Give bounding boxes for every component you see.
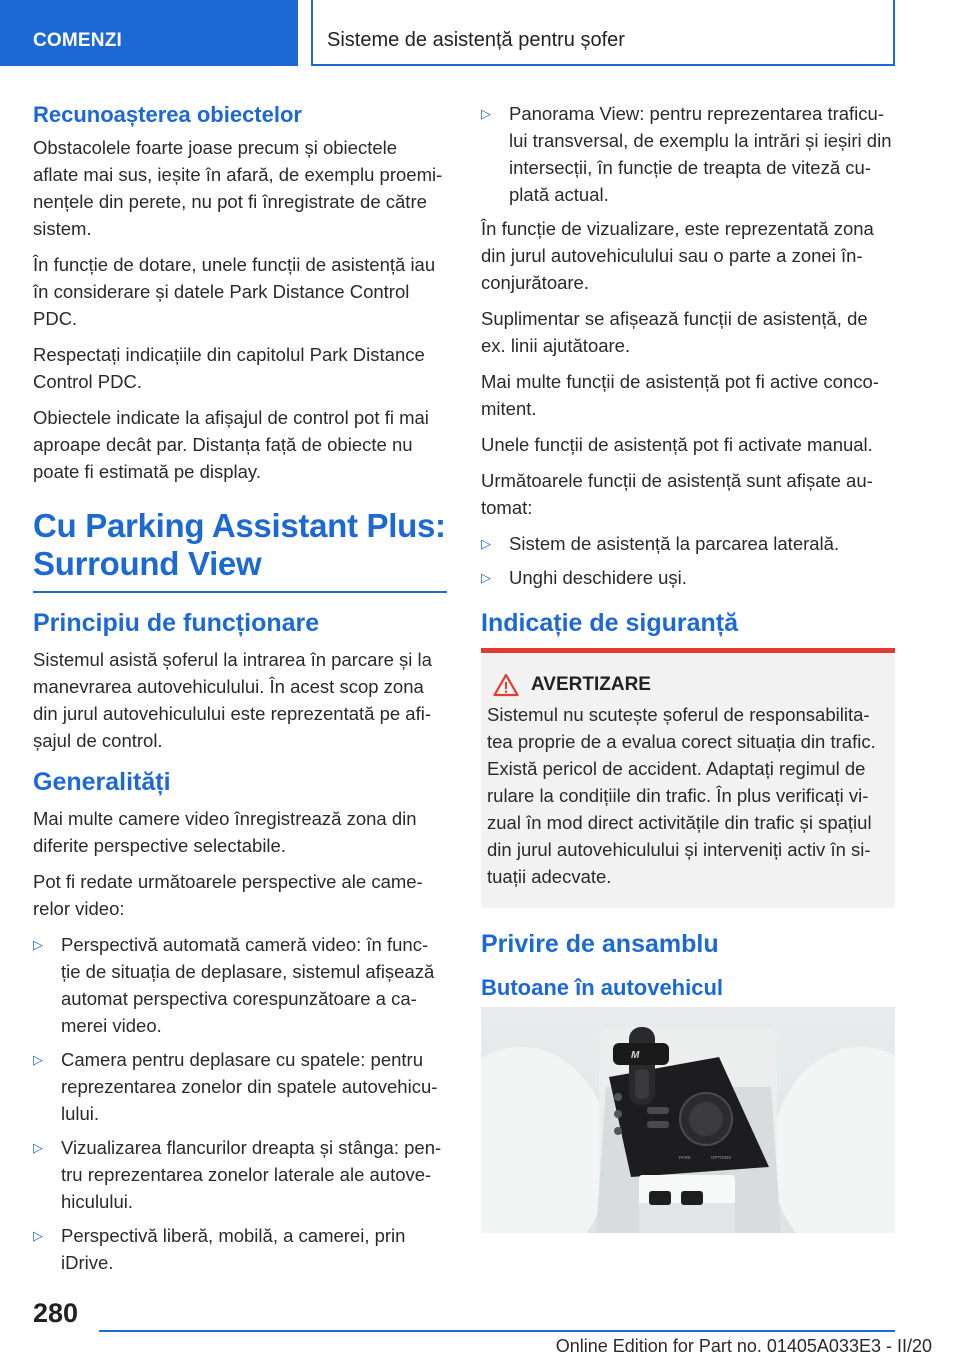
triangle-bullet-icon: ▷ [481, 536, 491, 551]
warning-box [481, 648, 895, 908]
warning-text: Sistemul nu scutește șoferul de responsabilita-tea proprie de a evalua corect situația din trafic. Există pericol de accident. Adaptați regimul de rulare la condițiile din trafic. În plus verificați vi-zual în mod direct activitățile din trafic și spațiul din jurul autovehiculului și interveniți activ în si-tuații adecvate. [487, 704, 876, 887]
right-column [481, 100, 895, 1233]
triangle-bullet-icon: ▷ [33, 1052, 43, 1067]
heading-safety-note: Indicație de siguranță [481, 609, 739, 637]
list-item: ▷ Perspectivă automată cameră video: în func-ție de situația de deplasare, sistemul afișează automat perspectiva corespunzătoare a ca-merei video. [33, 931, 447, 1039]
triangle-bullet-icon: ▷ [33, 937, 43, 952]
section-tab: COMENZI [0, 0, 298, 66]
heading-buttons-in-vehicle: Butoane în autovehicul [481, 975, 724, 1000]
list-item: ▷ Panorama View: pentru reprezentarea traficu-lui transversal, de exemplu la intrări și ieșiri din intersecții, în funcție de treapta de viteză cu-plată actual. [481, 100, 895, 208]
triangle-bullet-icon: ▷ [481, 106, 491, 121]
paragraph: Sistemul asistă șoferul la intrarea în parcare și la manevrarea autovehiculului. În acest scop zona din jurul autovehiculului este reprezentată pe afi-șajul de control. [33, 649, 432, 751]
paragraph: Obiectele indicate la afișajul de control pot fi mai aproape decât par. Distanța față de obiecte nu poate fi estimată pe display. [33, 407, 429, 482]
triangle-bullet-icon: ▷ [481, 570, 491, 585]
edition-note: Online Edition for Part no. 01405A033E3 - II/20 [555, 1336, 932, 1356]
list-item: ▷ Perspectivă liberă, mobilă, a camerei, prin iDrive. [33, 1222, 447, 1276]
list-item: ▷ Unghi deschidere uși. [481, 564, 895, 591]
page-number: 280 [33, 1298, 79, 1328]
console-label-park: PARK [679, 1155, 691, 1160]
left-column [33, 100, 447, 1283]
list-item: ▷ Vizualizarea flancurilor dreapta și stânga: pen-tru reprezentarea zonelor laterale ale autove-hiculului. [33, 1134, 447, 1215]
page-header [0, 0, 960, 66]
heading-overview: Privire de ansamblu [481, 930, 719, 958]
center-console-illustration [481, 1007, 895, 1233]
list-item: ▷ Camera pentru deplasare cu spatele: pentru reprezentarea zonelor din spatele autovehicu-lului. [33, 1046, 447, 1127]
center-console-photo [481, 1007, 895, 1233]
chapter-title: Sisteme de asistență pentru șofer [311, 0, 895, 66]
automatic-functions-list [481, 530, 895, 591]
paragraph: Mai multe camere video înregistrează zona din diferite perspective selectabile. [33, 808, 417, 856]
heading-object-detection: Recunoașterea obiectelor [33, 102, 302, 127]
list-item: ▷ Sistem de asistență la parcarea laterală. [481, 530, 895, 557]
paragraph: Pot fi redate următoarele perspective ale came-relor video: [33, 871, 423, 919]
triangle-bullet-icon: ▷ [33, 1228, 43, 1243]
paragraph: În funcție de vizualizare, este reprezentată zona din jurul autovehiculului sau o parte a zonei în-conjurătoare. [481, 218, 874, 293]
paragraph: Suplimentar se afișează funcții de asistență, de ex. linii ajutătoare. [481, 308, 868, 356]
heading-general: Generalități [33, 768, 171, 796]
paragraph: Obstacolele foarte joase precum și obiectele aflate mai sus, ieșite în afară, de exemplu proemi-nențele din perete, nu pot fi înregistrate de către sistem. [33, 137, 443, 239]
panorama-list [481, 100, 895, 208]
warning-title: AVERTIZARE [487, 673, 889, 697]
heading-surround-view: Cu Parking Assistant Plus: Surround View [33, 507, 447, 593]
console-label-options: OPTIONS [711, 1155, 732, 1160]
paragraph: Mai multe funcții de asistență pot fi active conco-mitent. [481, 371, 879, 419]
footer-rule [99, 1330, 895, 1332]
paragraph: Unele funcții de asistență pot fi activate manual. [481, 434, 873, 455]
camera-perspective-list [33, 931, 447, 1276]
paragraph: Următoarele funcții de asistență sunt afișate au-tomat: [481, 470, 873, 518]
svg-text:M: M [631, 1050, 640, 1061]
warning-triangle-icon [493, 673, 519, 697]
triangle-bullet-icon: ▷ [33, 1140, 43, 1155]
paragraph: Respectați indicațiile din capitolul Park Distance Control PDC. [33, 344, 425, 392]
heading-functional-principle: Principiu de funcționare [33, 609, 320, 637]
paragraph: În funcție de dotare, unele funcții de asistență iau în considerare și datele Park Distance Control PDC. [33, 254, 436, 329]
